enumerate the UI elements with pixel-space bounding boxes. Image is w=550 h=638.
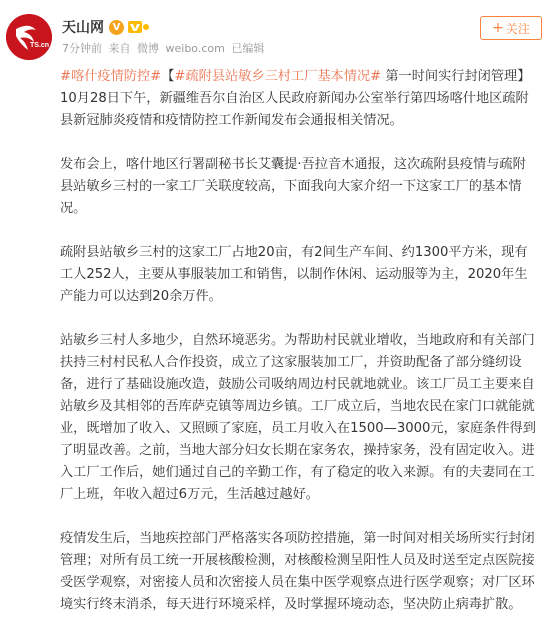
member-badge-icon xyxy=(128,20,150,34)
source-site[interactable]: weibo.com xyxy=(165,42,225,55)
follow-label: 关注 xyxy=(505,21,530,36)
hashtag-link[interactable]: #喀什疫情防控# xyxy=(60,69,162,84)
paragraph: 疫情发生后，当地疾控部门严格落实各项防控措施，第一时间对相关场所实行封闭管理；对所有员工统一开展核酸检测，对核酸检测呈阳性人员及时送至定点医院接受医学观察，对密接人员和次密接人员在集中医学观察点进行医学观察；对厂区环境实行终末消杀，每天进行环境采样，及时掌握环境动态，坚决防止病毒扩散。 xyxy=(60,531,535,612)
source-name[interactable]: 微博 xyxy=(137,42,159,55)
account-name[interactable]: 天山网 xyxy=(62,20,104,36)
intro-text: 10月28日下午，新疆维吾尔自治区人民政府新闻办公室举行第四场喀什地区疏附县新冠肺炎疫情和疫情防控工作新闻发布会通报相关情况。 xyxy=(60,91,529,128)
follow-button[interactable] xyxy=(480,16,542,40)
paragraph: 站敏乡三村人多地少，自然环境恶劣。为帮助村民就业增收，当地政府和有关部门扶持三村村民私人合作投资，成立了这家服装加工厂，并资助配备了部分缝纫设备，进行了基础设施改造，鼓励公司吸纳周边村民就地就业。该工厂员工主要来自站敏乡及其相邻的吾库萨克镇等周边乡镇。工厂成立后，当地农民在家门口就能就业，既增加了收入、又照顾了家庭，员工月收入在1500—3000元，家庭条件得到了明显改善。之前，当地大部分妇女长期在家务农，操持家务，没有固定收入。进入工厂工作后，她们通过自己的辛勤工作，有了稳定的收入来源。有的夫妻同在工厂上班，年收入超过6万元，生活越过越好。 xyxy=(60,333,536,502)
name-row xyxy=(62,16,150,38)
headline-text: 第一时间实行封闭管理】 xyxy=(381,69,531,84)
source-prefix: 来自 xyxy=(108,42,131,55)
paragraph: 疏附县站敏乡三村的这家工厂占地20亩，有2间生产车间、约1300平方米，现有工人252人，主要从事服装加工和销售，以制作休闲、运动服等为主，2020年生产能力可以达到20余万件。 xyxy=(60,245,528,304)
edited-label[interactable]: 已编辑 xyxy=(231,42,265,55)
avatar-text: TS.cn xyxy=(30,42,50,49)
tianshan-logo-icon xyxy=(6,14,52,60)
post-content xyxy=(60,66,538,638)
post-headline xyxy=(60,66,538,132)
paragraph: 发布会上，喀什地区行署副秘书长艾囊提·吾拉音木通报，这次疏附县疫情与疏附县站敏乡三村的一家工厂关联度较高，下面我向大家介绍一下这家工厂的基本情况。 xyxy=(60,157,526,216)
avatar[interactable] xyxy=(6,14,52,60)
verified-badge-icon: V xyxy=(109,20,124,35)
post-header xyxy=(0,0,550,66)
hashtag-link[interactable]: #疏附县站敏乡三村工厂基本情况# xyxy=(174,69,382,84)
plus-icon: + xyxy=(492,20,504,36)
post-time[interactable]: 7分钟前 xyxy=(62,42,102,55)
bracket-open: 【 xyxy=(161,69,175,84)
post-meta xyxy=(62,40,267,56)
